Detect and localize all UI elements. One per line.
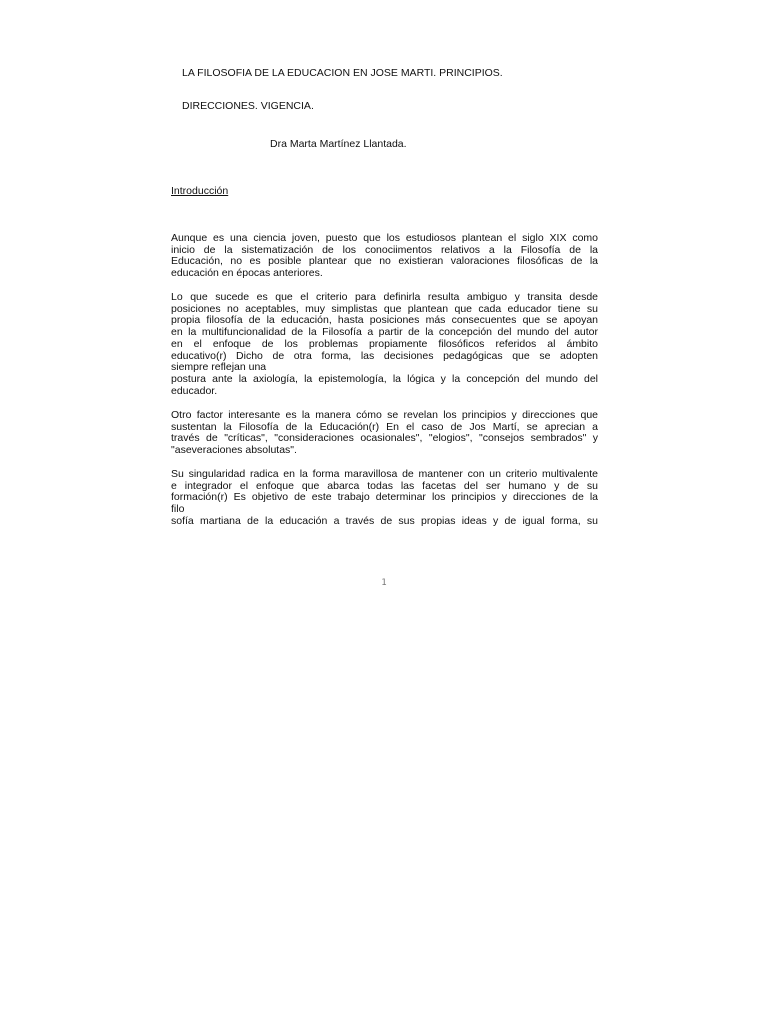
paragraph-line: través de "críticas", "consideraciones ocasionales", "elogios", "consejos sembrados" y bbox=[171, 432, 598, 445]
paragraph-line: Su singularidad radica en la forma maravillosa de mantener con un criterio multivalente bbox=[171, 468, 598, 480]
paragraph-line: postura ante la axiología, la epistemología, la lógica y la concepción del mundo del bbox=[171, 372, 598, 385]
document-title-line-2: DIRECCIONES. VIGENCIA. bbox=[182, 100, 314, 112]
paragraph-line: formación(r) Es objetivo de este trabajo determinar los principios y direcciones de la bbox=[171, 491, 598, 504]
document-author: Dra Marta Martínez Llantada. bbox=[270, 138, 407, 150]
paragraph-line: "aseveraciones absolutas". bbox=[171, 444, 297, 457]
section-heading: Introducción bbox=[171, 185, 229, 197]
paragraph-1 bbox=[171, 233, 598, 280]
paragraph-line: sustentan la Filosofía de la Educación(r) En el caso de Jos Martí, se aprecian a bbox=[171, 420, 598, 433]
paragraph-line: educador. bbox=[171, 384, 218, 397]
paragraph-line: sofía martiana de la educación a través de sus propias ideas y de igual forma, su bbox=[171, 514, 598, 527]
paragraph-line: propia filosofía de la educación, hasta posiciones más consecuentes que se apoyan bbox=[171, 314, 598, 327]
paragraph-line: e integrador el enfoque que abarca todas las facetas del ser humano y de su bbox=[171, 479, 598, 492]
paragraph-line: Educación, no es posible plantear que no existieran valoraciones filosóficas de la bbox=[171, 255, 598, 268]
paragraph-line: siempre reflejan una bbox=[171, 361, 267, 374]
paragraph-line: posiciones no aceptables, muy simplistas que plantean que cada educador tiene su bbox=[171, 302, 598, 315]
paragraph-line: en el enfoque de los problemas propiamente filosóficos referidos al ámbito bbox=[171, 337, 598, 350]
paragraph-line: Aunque es una ciencia joven, puesto que los estudiosos plantean el siglo XIX como bbox=[171, 232, 598, 244]
document-title-line-1: LA FILOSOFIA DE LA EDUCACION EN JOSE MARTI. PRINCIPIOS. bbox=[182, 67, 503, 79]
paragraph-4 bbox=[171, 469, 598, 528]
paragraph-line: Otro factor interesante es la manera cómo se revelan los principios y direcciones que bbox=[171, 409, 598, 421]
paragraph-line: filo bbox=[171, 503, 185, 516]
paragraph-2 bbox=[171, 292, 598, 397]
paragraph-line: educativo(r) Dicho de otra forma, las decisiones pedagógicas que se adopten bbox=[171, 349, 598, 362]
paragraph-line: en la multifuncionalidad de la Filosofía a partir de la concepción del mundo del autor bbox=[171, 326, 598, 339]
paragraph-3 bbox=[171, 410, 598, 457]
paragraph-line: educación en épocas anteriores. bbox=[171, 267, 323, 280]
page-number: 1 bbox=[381, 578, 387, 588]
paragraph-line: inicio de la sistematización de los conociimentos relativos a la Filosofía de la bbox=[171, 243, 598, 256]
paragraph-line: Lo que sucede es que el criterio para definirla resulta ambiguo y transita desde bbox=[171, 291, 598, 303]
